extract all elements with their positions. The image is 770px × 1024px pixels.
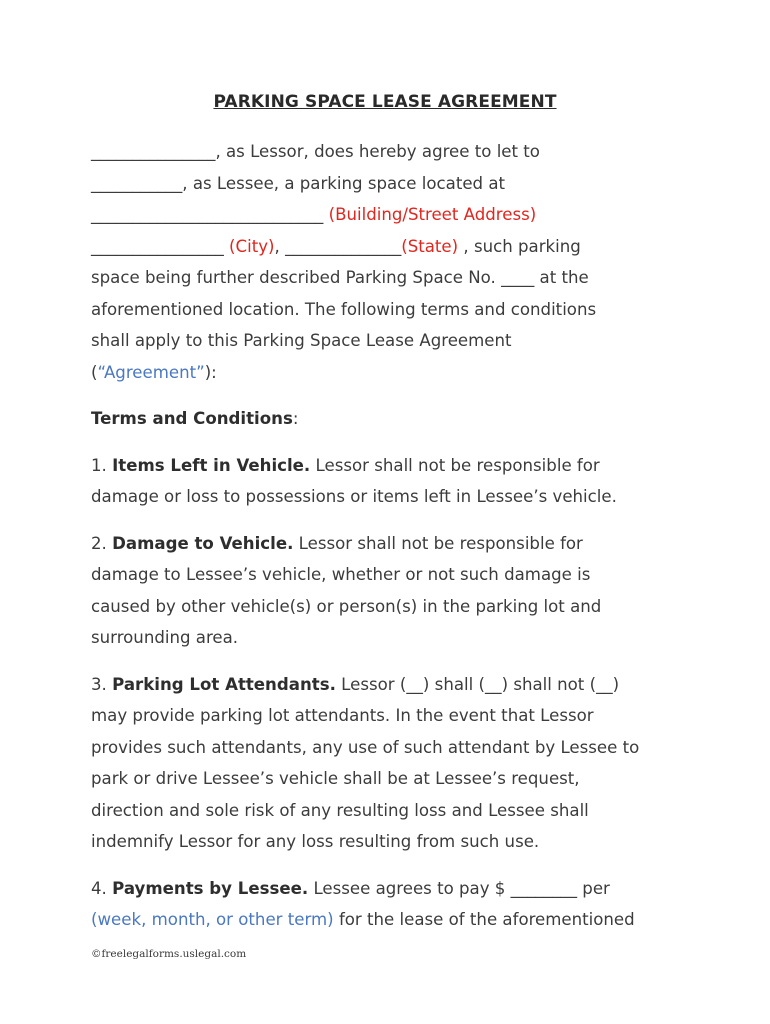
section-3-line-4: park or drive Lessee’s vehicle shall be at Lessee’s request, — [91, 769, 580, 788]
section-2-line-2: damage to Lessee’s vehicle, whether or not such damage is — [91, 565, 591, 584]
section-1-text: Lessor shall not be responsible for — [315, 455, 600, 475]
document-title: PARKING SPACE LEASE AGREEMENT — [213, 92, 557, 112]
section-3-number: 3. — [91, 674, 107, 694]
address-blank: ____________________________ — [91, 205, 324, 224]
city-placeholder: (City) — [229, 236, 275, 256]
section-3-text: Lessor (__) shall (__) shall not (__) — [341, 674, 620, 694]
intro-line-1: _______________, as Lessor, does hereby agree to let to — [91, 142, 540, 161]
section-4-line-1 — [91, 873, 691, 905]
section-1-line-1 — [91, 450, 691, 482]
section-4-number: 4. — [91, 878, 107, 898]
section-3-line-6: indemnify Lessor for any loss resulting from such use. — [91, 832, 540, 851]
intro-line-2: ___________, as Lessee, a parking space located at — [91, 173, 506, 193]
section-4-line-2 — [91, 904, 691, 936]
intro-line-6: aforementioned location. The following terms and conditions — [91, 299, 597, 319]
intro-line-7: shall apply to this Parking Space Lease Agreement — [91, 331, 512, 350]
section-4 — [91, 873, 691, 936]
terms-heading-colon: : — [292, 409, 299, 428]
section-1-line-2: damage or loss to possessions or items left in Lessee’s vehicle. — [91, 487, 617, 506]
section-1 — [91, 450, 691, 513]
section-2 — [91, 528, 691, 654]
paren-open: ( — [91, 362, 98, 382]
intro-line-5: space being further described Parking Space No. ____ at the — [91, 268, 589, 287]
section-2-line-4: surrounding area. — [91, 628, 239, 647]
section-3-line-2: may provide parking lot attendants. In the event that Lessor — [91, 706, 594, 725]
state-placeholder: (State) — [401, 236, 459, 256]
footer-copyright: ©freelegalforms.uslegal.com — [91, 948, 247, 960]
section-2-line-3: caused by other vehicle(s) or person(s) in the parking lot and — [91, 596, 602, 616]
section-2-heading: Damage to Vehicle. — [112, 533, 294, 553]
agreement-term: “Agreement” — [97, 362, 205, 382]
paren-close: ): — [204, 362, 217, 382]
terms-heading — [91, 403, 691, 435]
section-4-heading: Payments by Lessee. — [112, 878, 309, 898]
terms-heading-text: Terms and Conditions — [91, 409, 293, 428]
section-1-number: 1. — [91, 455, 107, 475]
address-placeholder: (Building/Street Address) — [328, 205, 537, 224]
document-body — [91, 136, 691, 936]
term-placeholder: (week, month, or other term) — [91, 910, 334, 929]
section-2-text: Lessor shall not be responsible for — [298, 533, 583, 553]
city-blank: ________________ — [91, 236, 224, 256]
section-3 — [91, 669, 691, 858]
section-3-heading: Parking Lot Attendants. — [112, 674, 336, 694]
intro-line-3 — [91, 199, 691, 231]
city-comma: , — [274, 236, 280, 256]
section-1-heading: Items Left in Vehicle. — [112, 455, 311, 475]
section-4-line-2-tail: for the lease of the aforementioned — [338, 910, 635, 929]
state-blank: ______________ — [285, 236, 402, 256]
intro-paragraph — [91, 136, 691, 388]
intro-line-4 — [91, 231, 691, 263]
intro-line-8 — [91, 357, 691, 389]
section-4-text: Lessee agrees to pay $ ________ per — [313, 878, 610, 898]
section-3-line-3: provides such attendants, any use of such attendant by Lessee to — [91, 737, 640, 757]
intro-line-4-tail: , such parking — [463, 236, 581, 256]
section-3-line-5: direction and sole risk of any resulting loss and Lessee shall — [91, 800, 589, 820]
section-2-line-1 — [91, 528, 691, 560]
section-3-line-1 — [91, 669, 691, 701]
section-2-number: 2. — [91, 533, 107, 553]
